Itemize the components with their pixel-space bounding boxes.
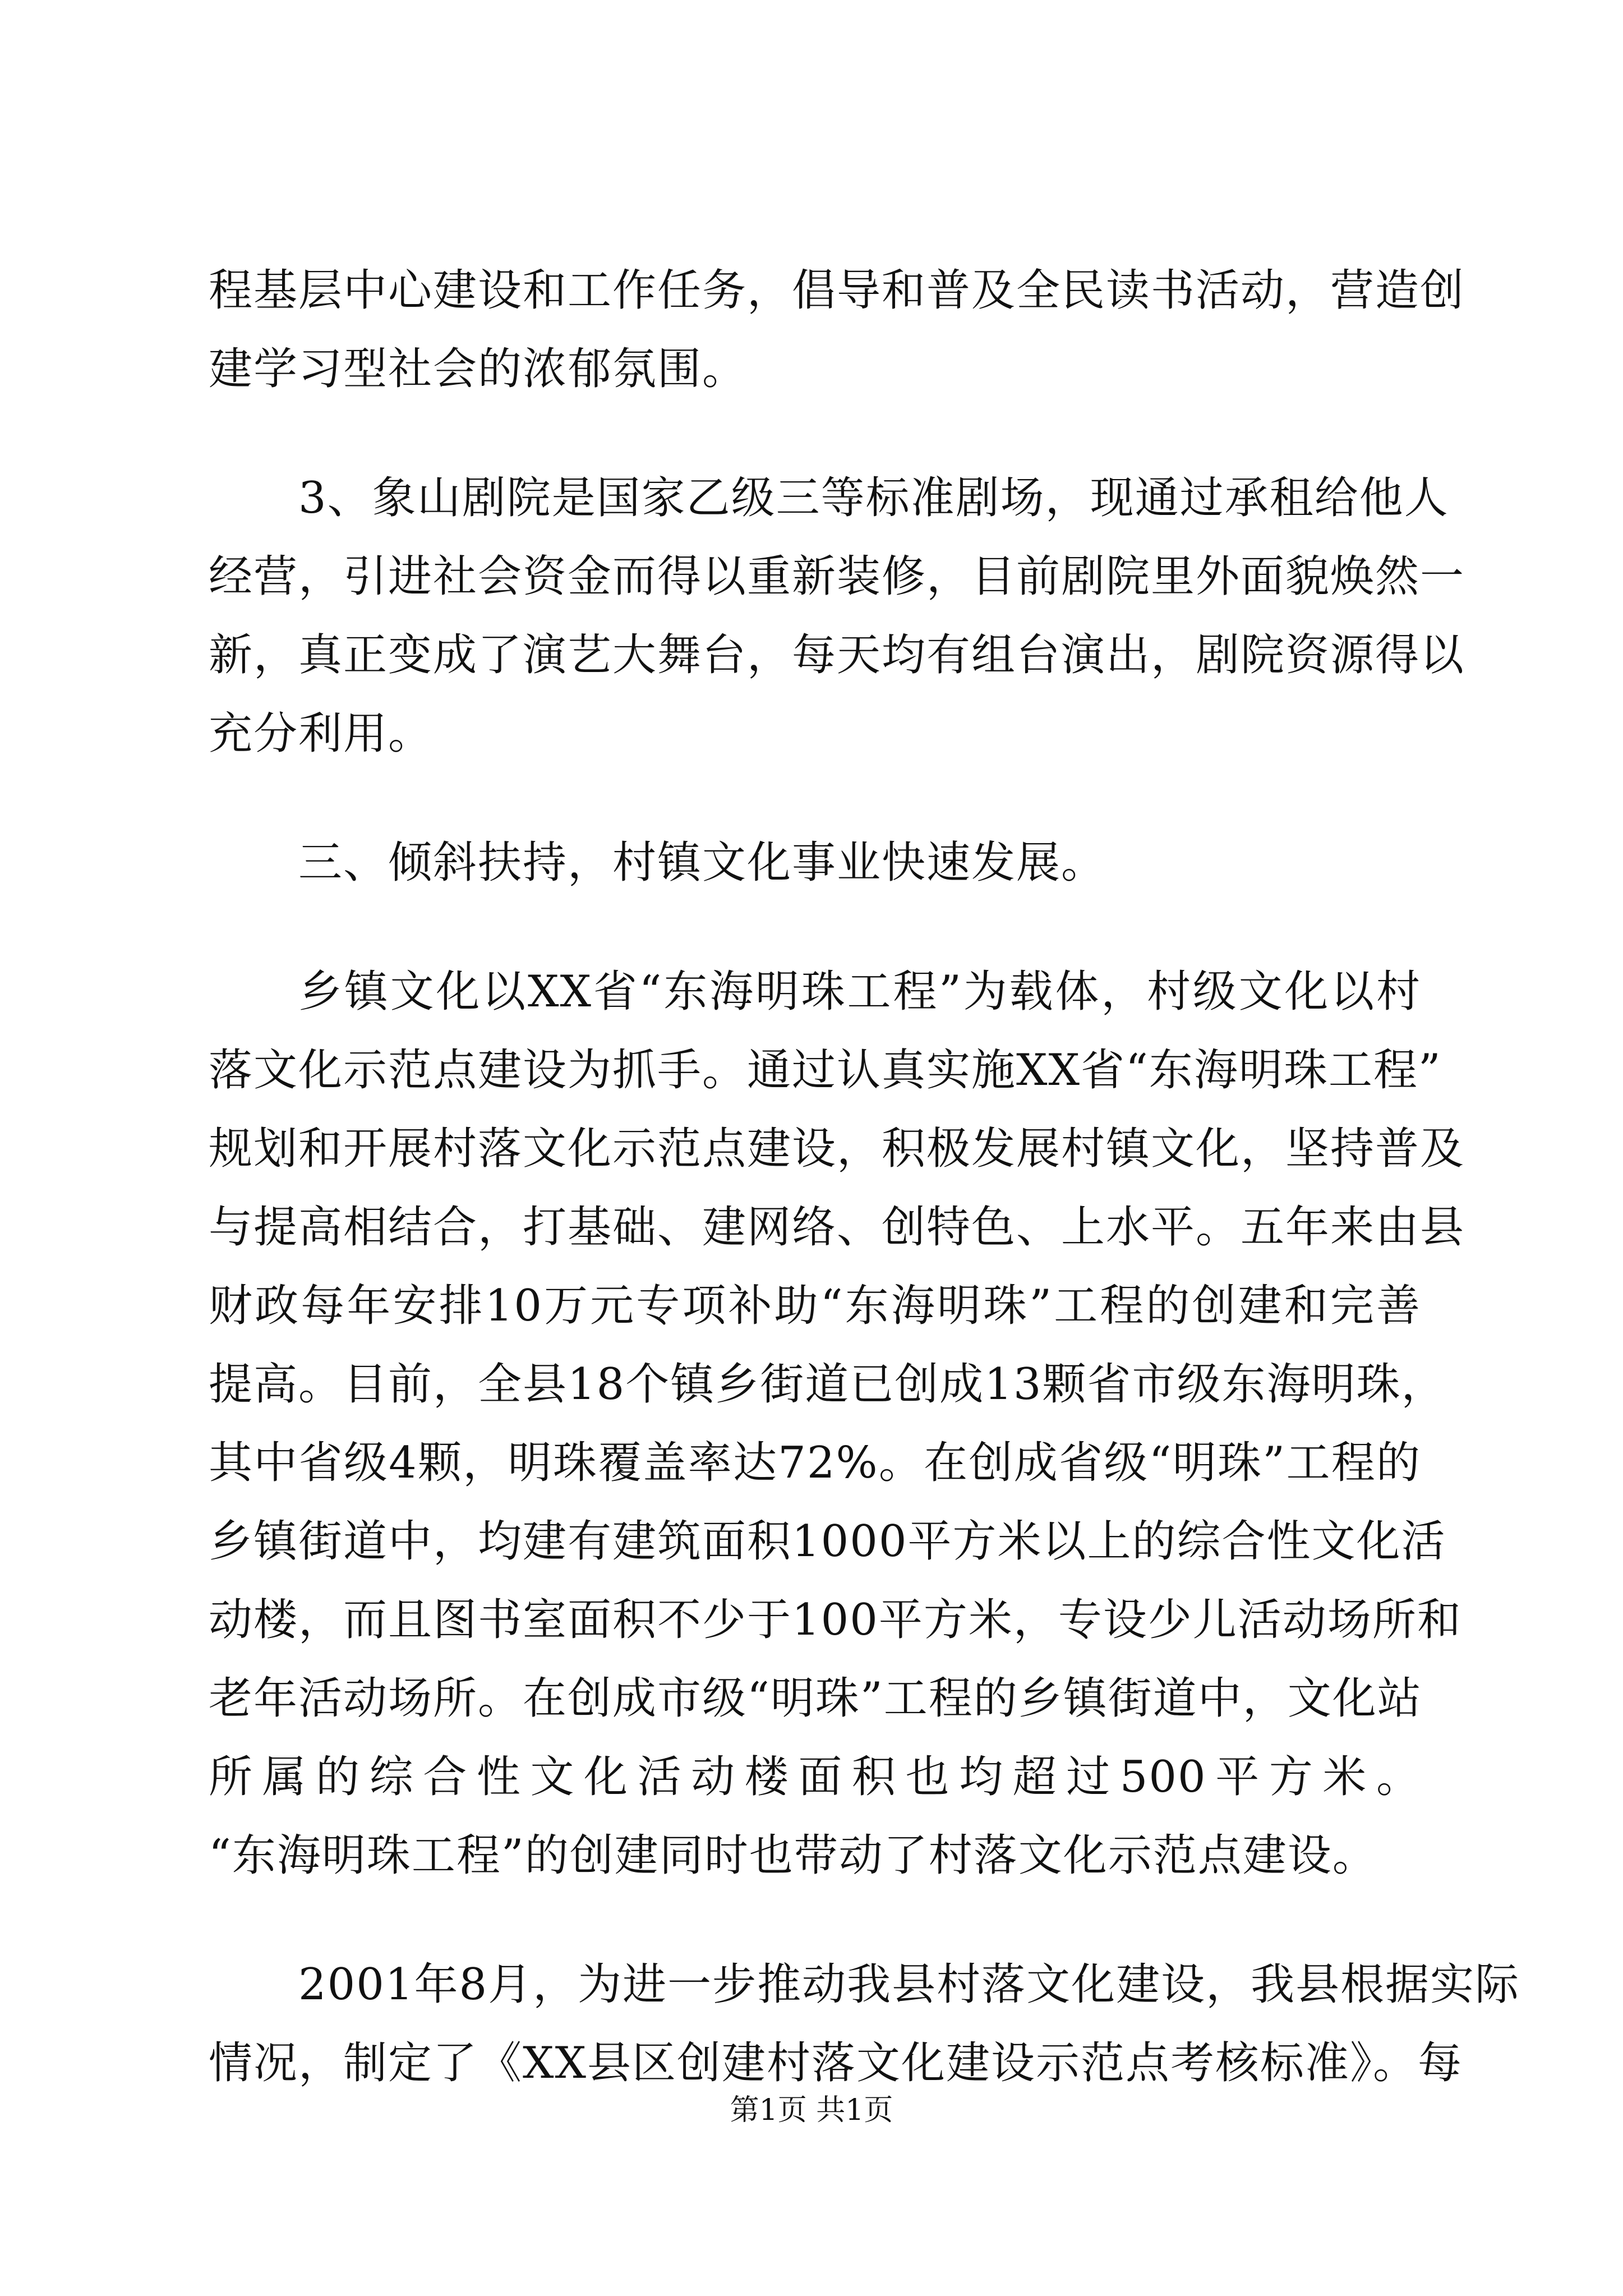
text-line: 建学习型社会的浓郁氛围。 [209, 344, 748, 394]
text-line: 经营，引进社会资金而得以重新装修，目前剧院里外面貌焕然一 [209, 551, 1465, 602]
text-line: 财政每年安排10万元专项补助“东海明珠”工程的创建和完善 [209, 1281, 1421, 1331]
text-line: 3、象山剧院是国家乙级三等标准剧场，现通过承租给他人 [298, 473, 1449, 523]
text-line: 动楼，而且图书室面积不少于100平方米，专设少儿活动场所和 [209, 1595, 1462, 1645]
text-line: 2001年8月，为进一步推动我县村落文化建设，我县根据实际 [298, 1959, 1520, 2010]
text-line: 落文化示范点建设为抓手。通过认真实施XX省“东海明珠工程” [209, 1045, 1442, 1096]
text-line: 规划和开展村落文化示范点建设，积极发展村镇文化，坚持普及 [209, 1124, 1465, 1174]
text-line: “东海明珠工程”的创建同时也带动了村落文化示范点建设。 [209, 1830, 1377, 1881]
text-line: 新，真正变成了演艺大舞台，每天均有组台演出，剧院资源得以 [209, 630, 1465, 680]
page-footer [0, 2092, 1623, 2128]
text-line: 充分利用。 [209, 708, 434, 759]
text-line: 程基层中心建设和工作任务，倡导和普及全民读书活动，营造创 [209, 265, 1465, 316]
text-line: 所属的综合性文化活动楼面积也均超过500平方米。 [209, 1752, 1421, 1802]
text-line: 与提高相结合，打基础、建网络、创特色、上水平。五年来由县 [209, 1202, 1465, 1253]
text-line: 乡镇街道中，均建有建筑面积1000平方米以上的综合性文化活 [209, 1516, 1446, 1567]
text-line: 情况，制定了《XX县区创建村落文化建设示范点考核标准》。每 [209, 2038, 1463, 2088]
text-line: 乡镇文化以XX省“东海明珠工程”为载体，村级文化以村 [298, 967, 1421, 1017]
page-number-label: 第1页 共1页 [730, 2093, 893, 2127]
text-line: 其中省级4颗，明珠覆盖率达72%。在创成省级“明珠”工程的 [209, 1438, 1421, 1488]
text-line: 提高。目前，全县18个镇乡街道已创成13颗省市级东海明珠， [209, 1359, 1446, 1410]
section-heading: 三、倾斜扶持，村镇文化事业快速发展。 [298, 838, 1106, 888]
text-line: 老年活动场所。在创成市级“明珠”工程的乡镇街道中，文化站 [209, 1673, 1422, 1724]
